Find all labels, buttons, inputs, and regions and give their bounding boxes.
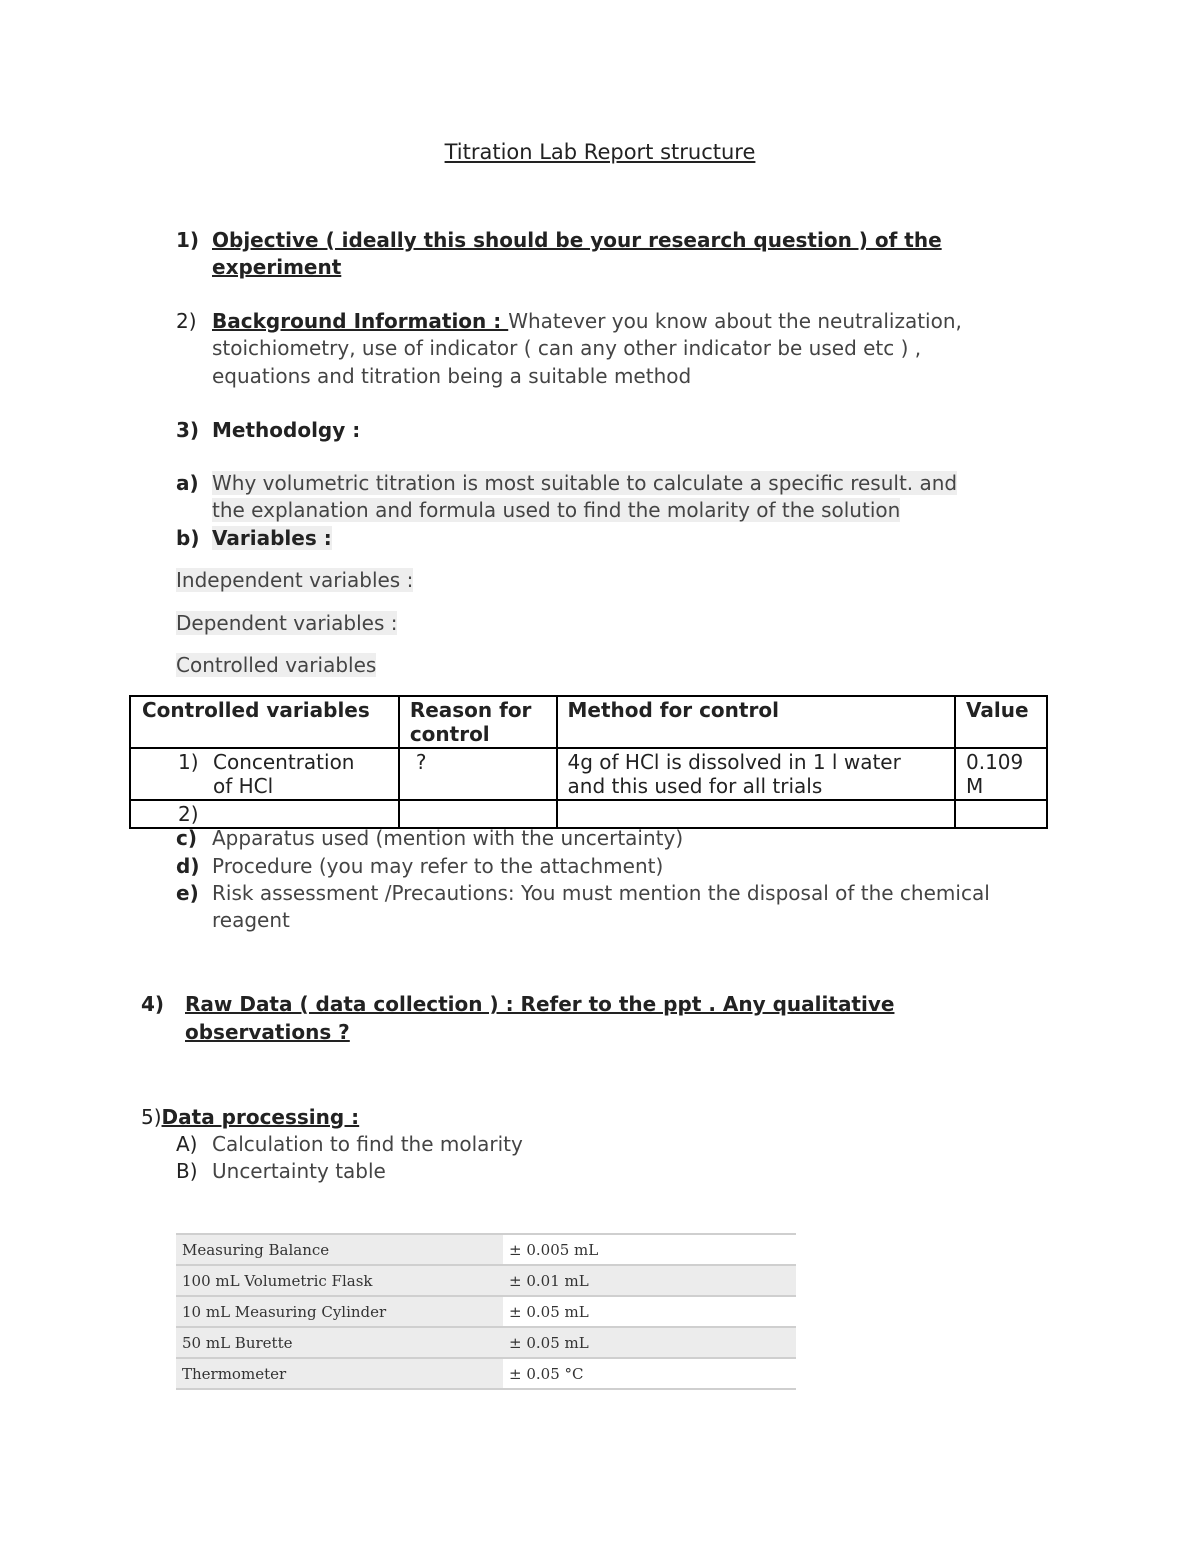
- instrument-cell: Measuring Balance: [176, 1234, 503, 1265]
- table-row: [176, 1234, 796, 1265]
- uncertainty-cell: ± 0.01 mL: [503, 1265, 796, 1296]
- uncertainty-table: [176, 1233, 796, 1390]
- cell-value: [955, 800, 1047, 828]
- list-item-d-label: d): [176, 854, 200, 878]
- data-processing-number: 5): [141, 1105, 162, 1129]
- variable-line2: of HCl: [213, 774, 274, 798]
- uncertainty-cell: ± 0.005 mL: [503, 1234, 796, 1265]
- uncertainty-cell: ± 0.05 °C: [503, 1358, 796, 1389]
- background-number: 2): [176, 309, 197, 333]
- methodology-heading: Methodolgy :: [212, 418, 361, 442]
- list-item-c-label: c): [176, 826, 197, 850]
- instrument-cell: 10 mL Measuring Cylinder: [176, 1296, 503, 1327]
- header-controlled-variables: Controlled variables: [130, 696, 399, 748]
- method-a-line2: the explanation and formula used to find the molarity of the solution: [212, 498, 901, 522]
- list-item-c-text: Apparatus used (mention with the uncertainty): [212, 826, 684, 850]
- controlled-variables-label: Controlled variables: [176, 653, 377, 677]
- objective-heading-line2: experiment: [212, 255, 342, 279]
- list-item-e-text2: reagent: [212, 908, 290, 932]
- cell-reason: [399, 748, 557, 800]
- table-row: [176, 1327, 796, 1358]
- instrument-cell: 100 mL Volumetric Flask: [176, 1265, 503, 1296]
- page-title: Titration Lab Report structure: [444, 140, 756, 164]
- dependent-variables: Dependent variables :: [176, 611, 398, 635]
- table-row: [130, 800, 1047, 828]
- method-line2: and this used for all trials: [567, 774, 823, 798]
- cell-method: [557, 800, 955, 828]
- cell-reason: [399, 800, 557, 828]
- row-number: 2): [178, 802, 199, 826]
- uncertainty-cell: ± 0.05 mL: [503, 1327, 796, 1358]
- row-number: 1): [178, 750, 199, 774]
- objective-heading-line1: Objective ( ideally this should be your research question ) of the: [212, 228, 942, 252]
- processing-item-b-label: B): [176, 1159, 198, 1183]
- data-processing-title: Data processing :: [161, 1105, 360, 1129]
- background-text-line2: stoichiometry, use of indicator ( can any other indicator be used etc ) ,: [212, 336, 922, 360]
- background-text-line3: equations and titration being a suitable method: [212, 364, 692, 388]
- header-method: Method for control: [557, 696, 955, 748]
- processing-item-a-text: Calculation to find the molarity: [212, 1132, 523, 1156]
- processing-item-a-label: A): [176, 1132, 198, 1156]
- background-heading: Background Information :: [212, 309, 509, 333]
- cell-value: [955, 748, 1047, 800]
- uncertainty-cell: ± 0.05 mL: [503, 1296, 796, 1327]
- data-processing-heading: [141, 1105, 359, 1129]
- independent-variables: Independent variables :: [176, 568, 414, 592]
- background-line1: [212, 309, 962, 333]
- table-row: [130, 748, 1047, 800]
- table-row: [176, 1358, 796, 1389]
- raw-data-line1: Raw Data ( data collection ) : Refer to the ppt . Any qualitative: [185, 992, 895, 1016]
- table-row: [176, 1296, 796, 1327]
- method-line1: 4g of HCl is dissolved in 1 l water: [567, 750, 901, 774]
- methodology-number: 3): [176, 418, 200, 442]
- value-line1: 0.109: [966, 750, 1024, 774]
- processing-item-b-text: Uncertainty table: [212, 1159, 386, 1183]
- variable-line1: Concentration: [213, 750, 355, 774]
- list-item-e-label: e): [176, 881, 199, 905]
- method-a-label: a): [176, 471, 199, 495]
- instrument-cell: Thermometer: [176, 1358, 503, 1389]
- method-b-text: Variables :: [212, 526, 332, 550]
- method-b-label: b): [176, 526, 200, 550]
- background-text-line1: Whatever you know about the neutralization,: [508, 309, 962, 333]
- cell-method: [557, 748, 955, 800]
- value-line2: M: [966, 774, 984, 798]
- controlled-variables-table: [129, 695, 1048, 829]
- cell-variable: [130, 800, 399, 828]
- raw-data-line2: observations ?: [185, 1020, 350, 1044]
- instrument-cell: 50 mL Burette: [176, 1327, 503, 1358]
- table-header-row: [130, 696, 1047, 748]
- header-reason: Reason for control: [399, 696, 557, 748]
- objective-number: 1): [176, 228, 200, 252]
- cell-variable: [130, 748, 399, 800]
- method-a-line1: Why volumetric titration is most suitable to calculate a specific result. and: [212, 471, 958, 495]
- list-item-d-text: Procedure (you may refer to the attachment): [212, 854, 664, 878]
- raw-data-number: 4): [141, 992, 165, 1016]
- header-value: Value: [955, 696, 1047, 748]
- list-item-e-text: Risk assessment /Precautions: You must mention the disposal of the chemical: [212, 881, 990, 905]
- table-row: [176, 1265, 796, 1296]
- reason-text: ?: [415, 750, 427, 774]
